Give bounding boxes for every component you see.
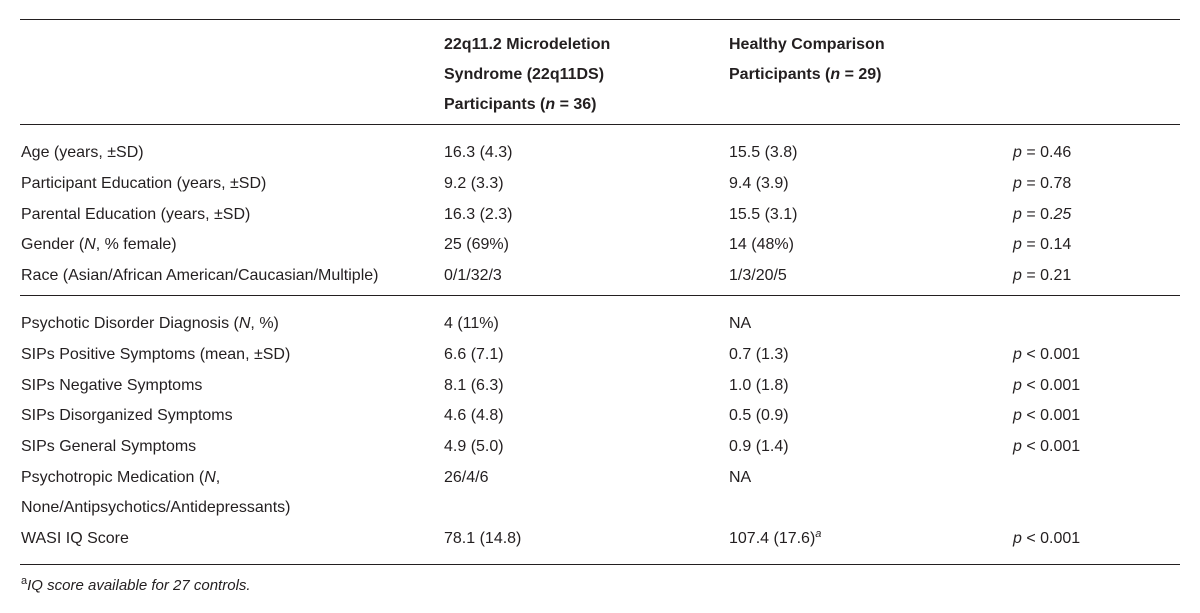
- control-value: 15.5 (3.8): [729, 144, 798, 161]
- p-value-text: < 0.001: [1021, 346, 1081, 363]
- control-value: [729, 523, 821, 554]
- header-22q11ds-line2: Syndrome (22q11DS): [444, 66, 605, 83]
- p-symbol: p: [1013, 530, 1022, 547]
- p-value-text: = 0.21: [1021, 267, 1072, 284]
- row-label: [21, 462, 220, 493]
- footnote-marker: a: [21, 575, 28, 587]
- footnote-marker: a: [815, 528, 822, 540]
- p-value: [1013, 431, 1080, 462]
- row-label: WASI IQ Score: [21, 530, 129, 547]
- psychotic-label-pre: Psychotic Disorder Diagnosis (: [21, 315, 239, 332]
- table-row-medication-cont: [0, 492, 1200, 523]
- row-label: [21, 308, 279, 339]
- p-value: [1013, 400, 1080, 431]
- p-symbol: p: [1013, 206, 1022, 223]
- table-row-medication: [0, 462, 1200, 493]
- control-value: 14 (48%): [729, 236, 794, 253]
- control-value: 1.0 (1.8): [729, 377, 789, 394]
- dds-value: 4 (11%): [444, 315, 499, 332]
- control-value: 1/3/20/5: [729, 267, 787, 284]
- header-22q11ds-line1: 22q11.2 Microdeletion: [444, 36, 611, 53]
- dds-value: 25 (69%): [444, 236, 509, 253]
- dds-value: 78.1 (14.8): [444, 530, 522, 547]
- p-value-text: = 0.46: [1021, 144, 1072, 161]
- medication-label-n: N: [204, 469, 216, 486]
- p-value: [1013, 370, 1080, 401]
- p-symbol: p: [1013, 144, 1022, 161]
- control-value: NA: [729, 315, 752, 332]
- header-22q11ds-n-symbol: n: [545, 96, 556, 113]
- p-value: [1013, 229, 1071, 260]
- dds-value: 4.9 (5.0): [444, 438, 504, 455]
- gender-label-pre: Gender (: [21, 236, 85, 253]
- header-22q11ds-line3: [444, 90, 610, 120]
- row-label: [21, 229, 177, 260]
- section-rule: [20, 295, 1180, 296]
- table-row-parental-education: [0, 199, 1200, 230]
- p-value-italic-digits: 25: [1053, 206, 1072, 223]
- control-value: 15.5 (3.1): [729, 206, 798, 223]
- p-value: [1013, 168, 1071, 199]
- p-symbol: p: [1013, 236, 1022, 253]
- dds-value: 0/1/32/3: [444, 267, 502, 284]
- dds-value: 8.1 (6.3): [444, 377, 504, 394]
- p-value: [1013, 523, 1080, 554]
- row-label: SIPs Positive Symptoms (mean, ±SD): [21, 346, 291, 363]
- dds-value: 6.6 (7.1): [444, 346, 504, 363]
- control-value-text: 107.4 (17.6): [729, 530, 816, 547]
- row-label: Race (Asian/African American/Caucasian/Multiple): [21, 267, 379, 284]
- gender-label-n: N: [84, 236, 96, 253]
- table-row-sips-disorganized: [0, 400, 1200, 431]
- header-22q11ds-line3-pre: Participants (: [444, 96, 546, 113]
- dds-value: 4.6 (4.8): [444, 407, 504, 424]
- header-rule: [20, 124, 1180, 125]
- table-row-wasi-iq: [0, 523, 1200, 554]
- p-symbol: p: [1013, 267, 1022, 284]
- p-value-text: < 0.001: [1021, 377, 1081, 394]
- p-value: [1013, 137, 1071, 168]
- table-row-age: [0, 137, 1200, 168]
- control-value: 0.9 (1.4): [729, 438, 789, 455]
- psychotic-label-post: , %): [250, 315, 279, 332]
- gender-label-post: , % female): [95, 236, 177, 253]
- p-value-text: < 0.001: [1021, 438, 1081, 455]
- p-symbol: p: [1013, 377, 1022, 394]
- control-value: 0.5 (0.9): [729, 407, 789, 424]
- footnote: [21, 576, 251, 596]
- header-healthy-n-value: = 29): [840, 66, 882, 83]
- dds-value: 26/4/6: [444, 469, 489, 486]
- table-row-race: [0, 260, 1200, 291]
- table-row-sips-general: [0, 431, 1200, 462]
- p-value: [1013, 339, 1080, 370]
- header-22q11ds: [444, 30, 610, 120]
- header-healthy: [729, 30, 885, 90]
- row-label-continued: None/Antipsychotics/Antidepressants): [21, 499, 291, 516]
- row-label: SIPs Disorganized Symptoms: [21, 407, 233, 424]
- footnote-text: IQ score available for 27 controls.: [27, 577, 251, 594]
- header-healthy-line2: [729, 60, 885, 90]
- table-row-sips-positive: [0, 339, 1200, 370]
- p-value: [1013, 260, 1071, 291]
- row-label: SIPs General Symptoms: [21, 438, 197, 455]
- table-row-psychotic-dx: [0, 308, 1200, 339]
- row-label: Participant Education (years, ±SD): [21, 175, 267, 192]
- row-label: Parental Education (years, ±SD): [21, 206, 251, 223]
- p-value-text: < 0.001: [1021, 530, 1081, 547]
- top-rule: [20, 19, 1180, 20]
- header-healthy-line2-pre: Participants (: [729, 66, 831, 83]
- p-symbol: p: [1013, 438, 1022, 455]
- p-value-text: = 0.78: [1021, 175, 1072, 192]
- header-healthy-n-symbol: n: [830, 66, 841, 83]
- p-value: [1013, 199, 1071, 230]
- control-value: 0.7 (1.3): [729, 346, 789, 363]
- control-value: NA: [729, 469, 752, 486]
- table-row-gender: [0, 229, 1200, 260]
- dds-value: 16.3 (4.3): [444, 144, 513, 161]
- p-symbol: p: [1013, 346, 1022, 363]
- header-22q11ds-n-value: = 36): [555, 96, 597, 113]
- p-value-text: = 0.: [1021, 206, 1054, 223]
- table-row-participant-education: [0, 168, 1200, 199]
- dds-value: 9.2 (3.3): [444, 175, 504, 192]
- table-row-sips-negative: [0, 370, 1200, 401]
- bottom-rule: [20, 564, 1180, 565]
- p-symbol: p: [1013, 407, 1022, 424]
- dds-value: 16.3 (2.3): [444, 206, 513, 223]
- control-value: 9.4 (3.9): [729, 175, 789, 192]
- p-value-text: < 0.001: [1021, 407, 1081, 424]
- medication-label-post: ,: [215, 469, 221, 486]
- row-label: Age (years, ±SD): [21, 144, 144, 161]
- medication-label-pre: Psychotropic Medication (: [21, 469, 205, 486]
- header-healthy-line1: Healthy Comparison: [729, 36, 885, 53]
- row-label: SIPs Negative Symptoms: [21, 377, 203, 394]
- p-symbol: p: [1013, 175, 1022, 192]
- p-value-text: = 0.14: [1021, 236, 1072, 253]
- psychotic-label-n: N: [238, 315, 251, 332]
